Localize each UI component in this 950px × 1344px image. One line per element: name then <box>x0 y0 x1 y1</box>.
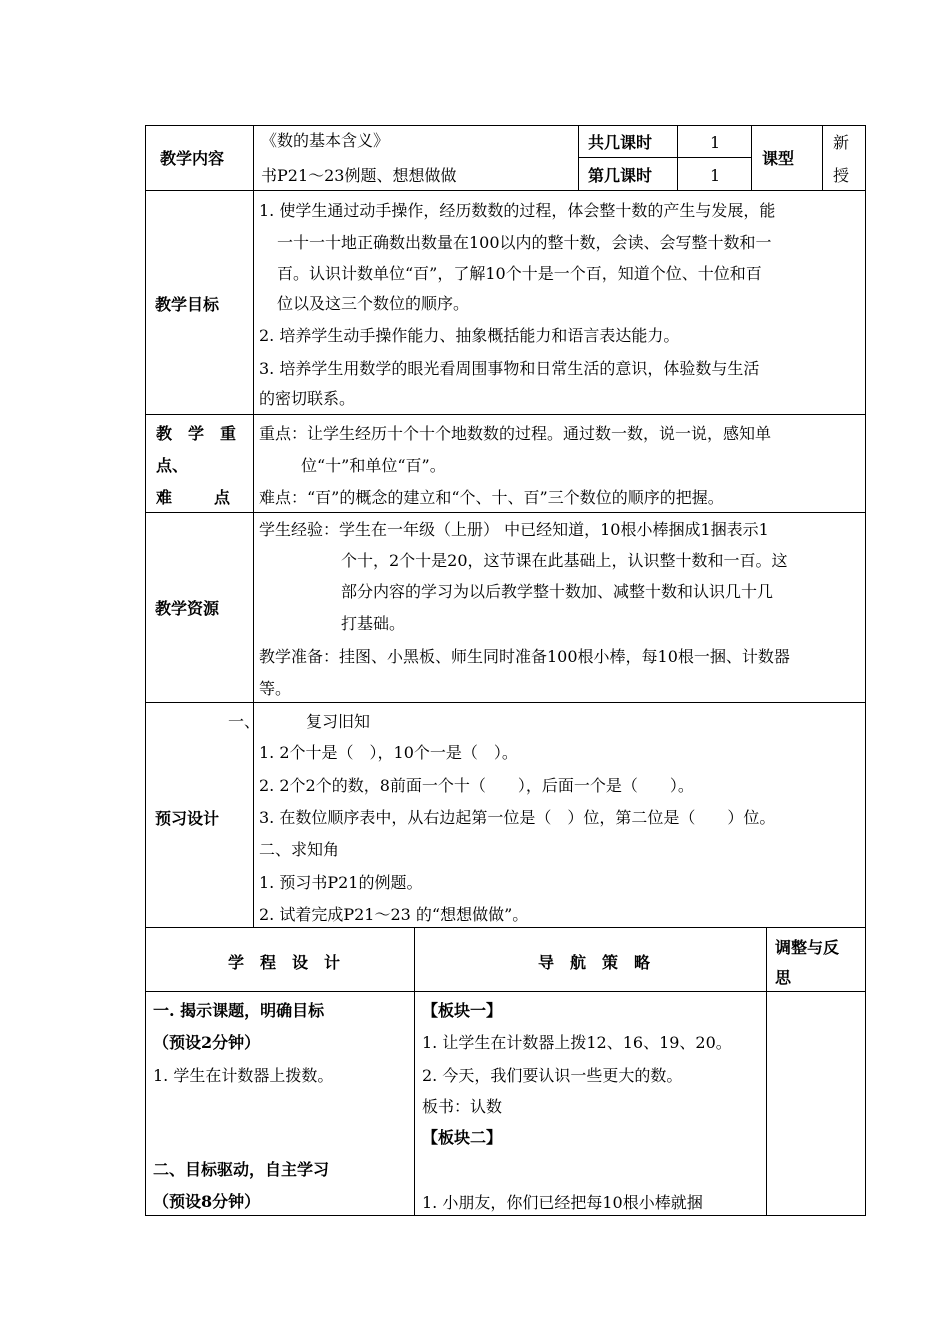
goal-line: 2. 培养学生动手操作能力、抽象概括能力和语言表达能力。 <box>259 326 680 345</box>
adjustment-header-line1: 调整与反 <box>775 938 840 957</box>
lesson-number-value: 1 <box>710 166 721 185</box>
section-two-heading: 【板块二】 <box>422 1128 503 1147</box>
resource-line: 等。 <box>259 679 292 698</box>
goal-line: 一十一十地正确数出数量在100以内的整十数，会读、会写整十数和一 <box>277 233 772 252</box>
preview-label: 预习设计 <box>155 809 220 828</box>
goal-line: 1. 使学生通过动手操作，经历数数的过程，体会整十数的产生与发展，能 <box>259 201 776 220</box>
navigation-strategy-header: 导 航 策 略 <box>538 953 651 972</box>
goal-line: 的密切联系。 <box>259 389 356 408</box>
preview-line: 二、求知角 <box>259 840 340 859</box>
process-step-line: 1. 学生在计数器上拨数。 <box>153 1066 334 1085</box>
preview-heading-number: 一、 <box>228 712 261 731</box>
keypoint-line: 重点：让学生经历十个十个地数数的过程。通过数一数，说一说，感知单 <box>259 424 772 443</box>
section-one-heading: 【板块一】 <box>422 1001 503 1020</box>
resource-line: 部分内容的学习为以后教学整十数加、减整十数和认识几十几 <box>341 582 774 601</box>
keypoints-label-points: 点 <box>214 488 231 507</box>
resources-label: 教学资源 <box>155 599 220 618</box>
process-step-time: （预设2分钟） <box>153 1033 261 1052</box>
lesson-type-value-2: 授 <box>833 166 850 185</box>
keypoints-label-line2: 点、 <box>156 456 189 475</box>
goal-line: 百。认识计数单位“百”，了解10个十是一个百，知道个位、十位和百 <box>277 264 762 283</box>
total-lessons-value: 1 <box>710 133 721 152</box>
preview-line: 1. 预习书P21的例题。 <box>259 873 423 892</box>
lesson-number-label: 第几课时 <box>588 166 653 185</box>
keypoint-line: 位“十”和单位“百”。 <box>301 456 446 475</box>
content-label: 教学内容 <box>160 149 225 168</box>
resource-line: 个十，2个十是20，这节课在此基础上，认识整十数和一百。这 <box>341 551 788 570</box>
lesson-type-label: 课型 <box>762 149 795 168</box>
content-reference: 书P21～23例题、想想做做 <box>261 166 457 185</box>
preview-line: 1. 2个十是（ ），10个一是（ ）。 <box>259 743 518 762</box>
content-title: 《数的基本含义》 <box>261 131 390 150</box>
lesson-type-value-1: 新 <box>833 133 850 152</box>
goal-line: 位以及这三个数位的顺序。 <box>277 294 470 313</box>
process-design-header: 学 程 设 计 <box>228 953 341 972</box>
strategy-line: 板书：认数 <box>422 1097 503 1116</box>
strategy-line: 1. 让学生在计数器上拨12、16、19、20。 <box>422 1033 732 1052</box>
strategy-line: 1. 小朋友，你们已经把每10根小棒就捆 <box>422 1193 703 1212</box>
total-lessons-label: 共几课时 <box>588 133 653 152</box>
resource-line: 打基础。 <box>341 614 406 633</box>
keypoints-label-difficult: 难 <box>156 488 173 507</box>
difficulty-line: 难点：“百”的概念的建立和“个、十、百”三个数位的顺序的把握。 <box>259 488 724 507</box>
resource-line: 教学准备：挂图、小黑板、师生同时准备100根小棒，每10根一捆、计数器 <box>259 647 790 666</box>
preview-line: 2. 试着完成P21～23 的“想想做做”。 <box>259 905 529 924</box>
process-step-heading: 二、目标驱动，自主学习 <box>153 1160 330 1179</box>
process-step-time: （预设8分钟） <box>153 1192 261 1211</box>
adjustment-header-line2: 思 <box>775 968 792 987</box>
goal-line: 3. 培养学生用数学的眼光看周围事物和日常生活的意识，体验数与生活 <box>259 359 760 378</box>
preview-heading: 复习旧知 <box>306 712 371 731</box>
strategy-line: 2. 今天，我们要认识一些更大的数。 <box>422 1066 683 1085</box>
keypoints-label-line1: 教 学 重 <box>156 424 237 443</box>
preview-line: 3. 在数位顺序表中，从右边起第一位是（ ）位，第二位是（ ）位。 <box>259 808 776 827</box>
resource-line: 学生经验：学生在一年级（上册） 中已经知道，10根小棒捆成1捆表示1 <box>259 520 769 539</box>
process-step-heading: 一. 揭示课题，明确目标 <box>153 1001 325 1020</box>
goals-label: 教学目标 <box>155 295 220 314</box>
preview-line: 2. 2个2个的数，8前面一个十（ ），后面一个是（ ）。 <box>259 776 694 795</box>
